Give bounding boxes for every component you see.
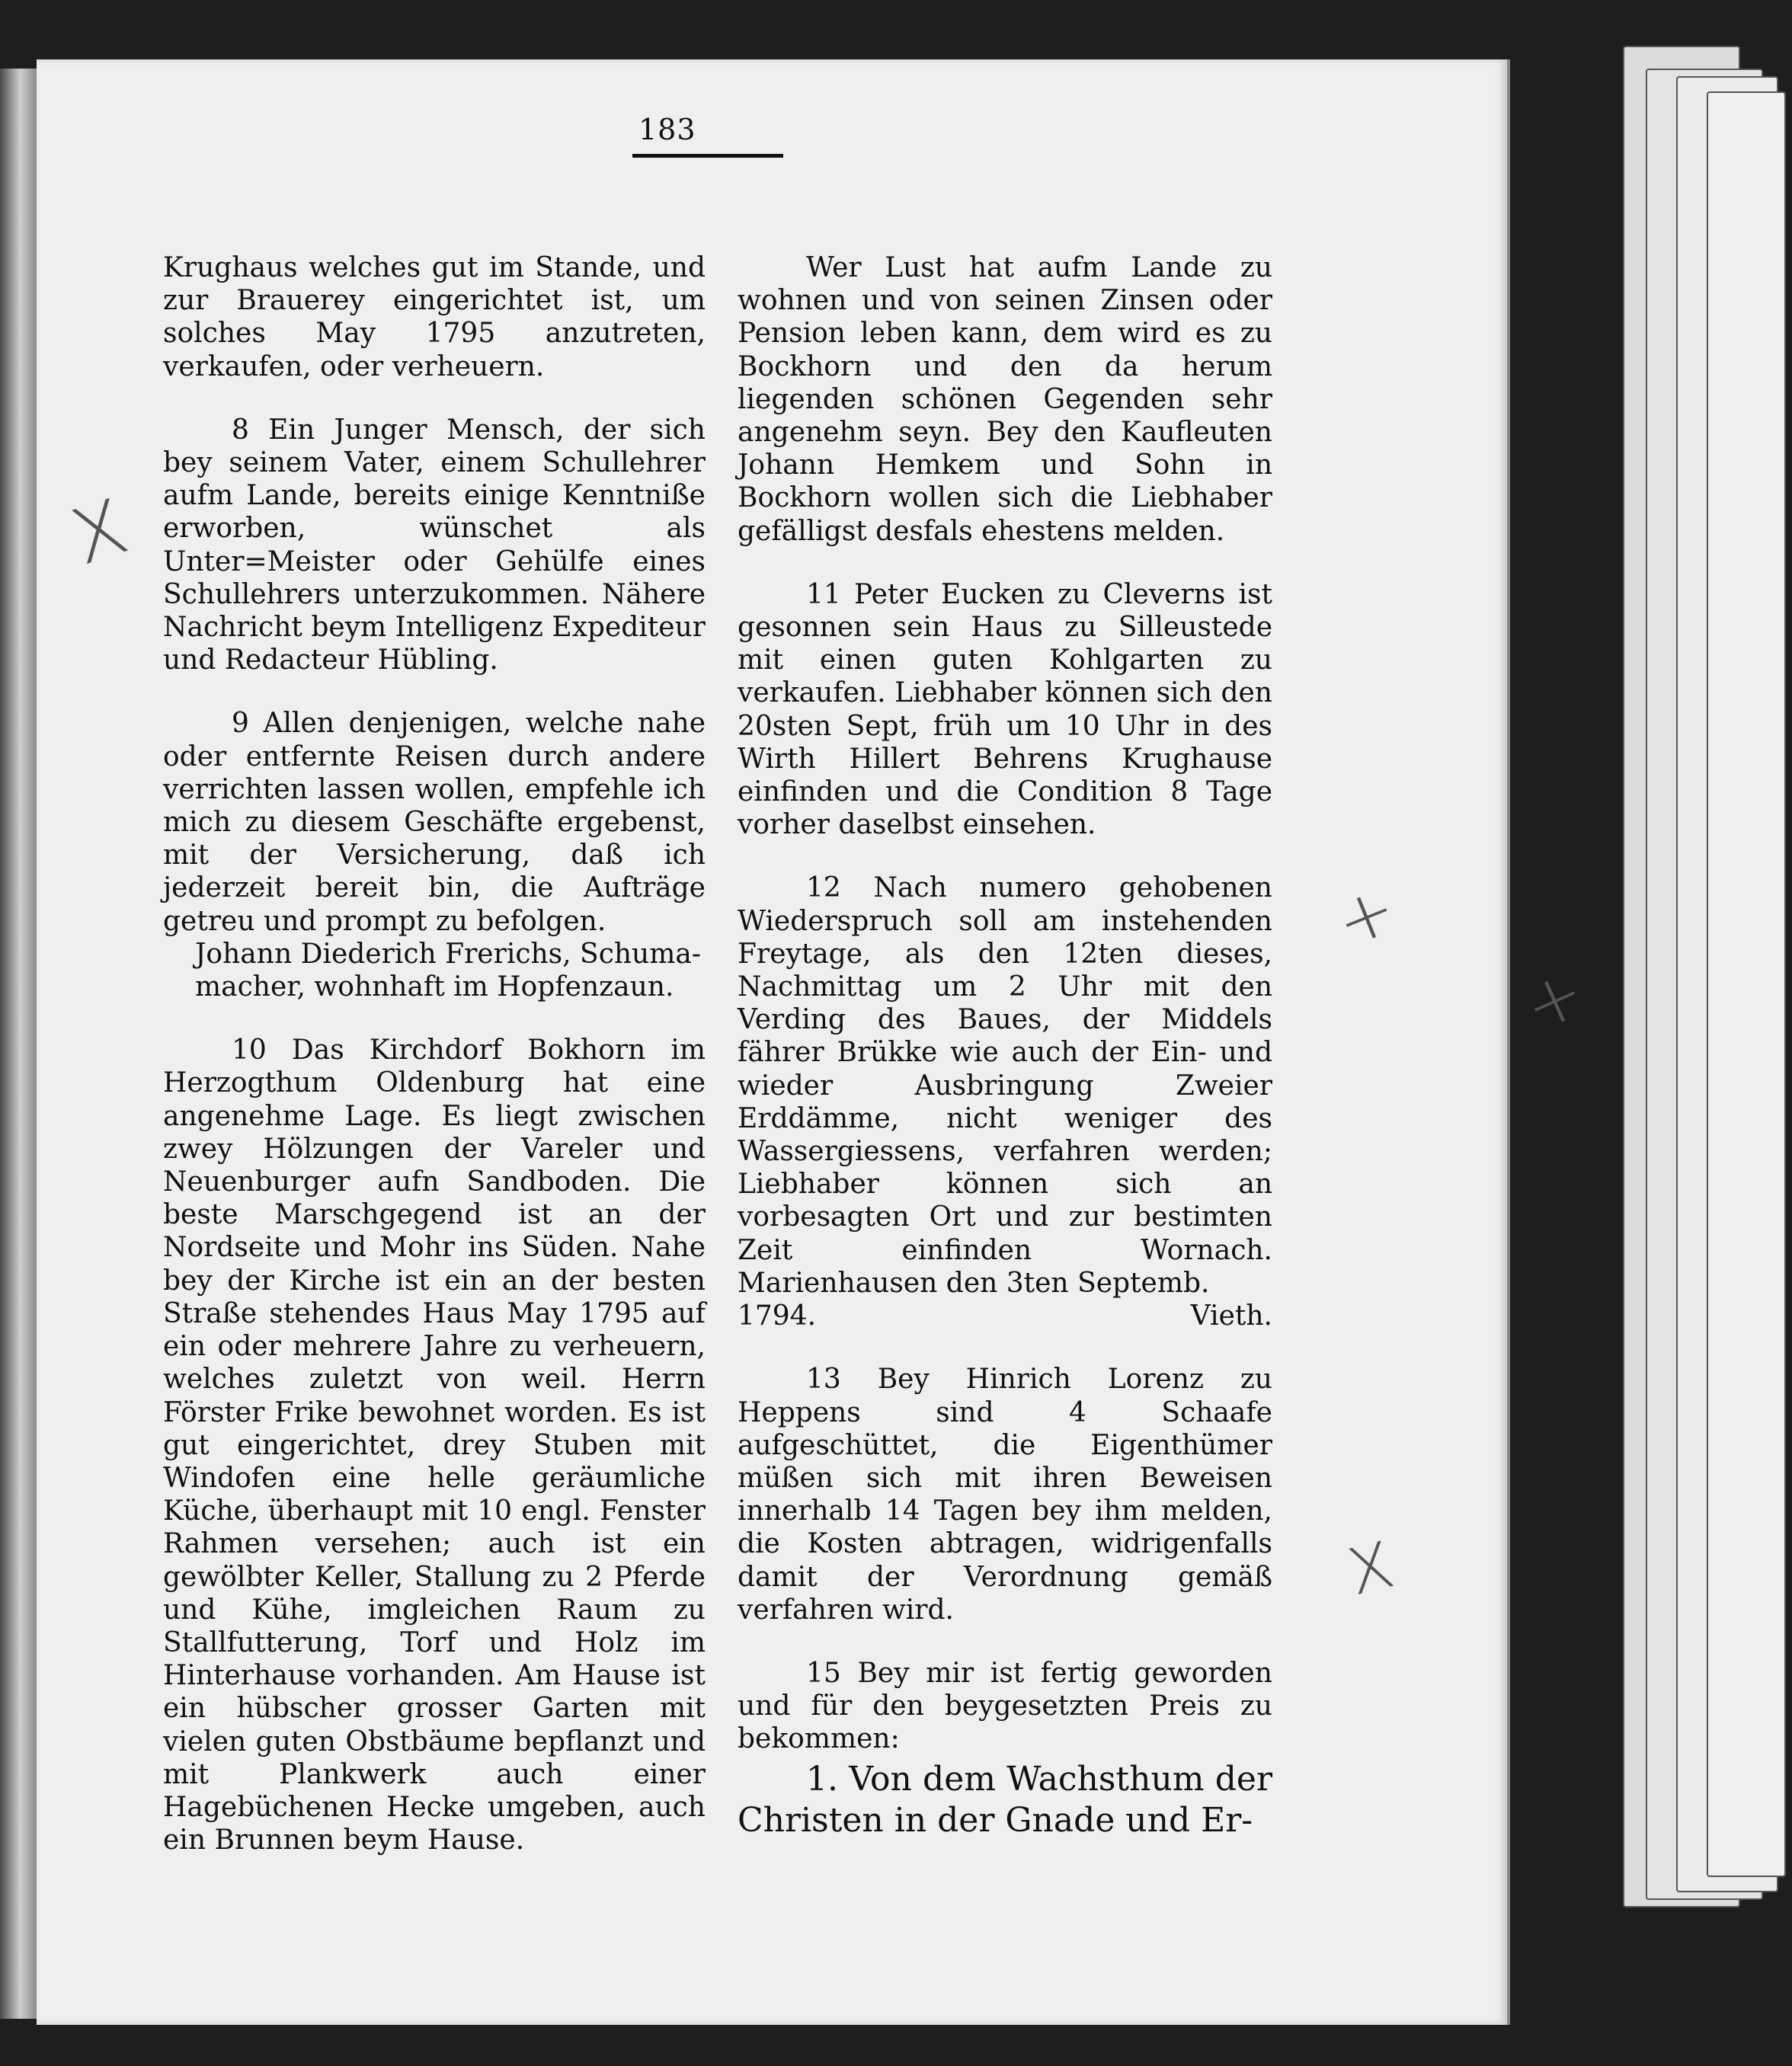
notice-10-continued: Wer Lust hat aufm Lande zu wohnen und von seinen Zinsen oder Pension leben kann, dem wird es zu Bockhorn und den da herum liegenden schönen Gegenden sehr angenehm seyn. Bey den Kaufleuten Johann Hemkem und Sohn in Bockhorn wollen sich die Liebhaber gefälligst desfals ehestens melden.: [738, 252, 1272, 547]
page-stack-edge: [1707, 91, 1786, 1877]
page-number: 183: [638, 113, 696, 146]
notice-8: 8 Ein Junger Mensch, der sich bey seinem Vater, einem Schullehrer aufm Lande, bereits einige Kenntniße erworben, wünschet als Unter=Meister oder Gehülfe eines Schullehrers unterzukommen. Nähere Nachricht beym Intelligenz Expediteur und Redacteur Hübling.: [163, 414, 706, 676]
notice-11: 11 Peter Eucken zu Cleverns ist gesonnen sein Haus zu Silleustede mit einen guten Kohlgarten zu verkaufen. Liebhaber können sich den 20sten Sept, früh um 10 Uhr in des Wirth Hillert Behrens Krughause einfinden und die Condition 8 Tage vorher daselbst einsehen.: [738, 578, 1272, 841]
notice-9-signature-line-1: Johann Diederich Frerichs, Schuma-: [195, 938, 701, 970]
pencil-mark: +: [1324, 868, 1408, 964]
pencil-mark: X: [1340, 1527, 1401, 1610]
header-rule: [632, 154, 783, 158]
notice-15-item-1: 1. Von dem Wachsthum der Christen in der Gnade und Er-: [738, 1759, 1272, 1840]
notice-12: 12 Nach numero gehobenen Wiederspruch soll am instehenden Freytage, als den 12ten dieses, Nachmittag um 2 Uhr mit den Verding des Baues, der Middels fährer Brükke wie auch der Ein- und wieder Ausbringung Zweier Erddämme, nicht weniger des Wassergiessens, verfahren werden; Liebhaber können sich an vorbesagten Ort und zur bestimten Zeit einfinden Wornach. Marienhausen den 3ten Septemb.: [738, 872, 1272, 1299]
pencil-mark: X: [60, 481, 138, 583]
notice-9: 9 Allen denjenigen, welche nahe oder entfernte Reisen durch andere verrichten lassen wollen, empfehle ich mich zu diesem Geschäfte ergebenst, mit der Versicherung, daß ich jederzeit bereit bin, die Aufträge getreu und prompt zu befolgen.: [163, 708, 706, 937]
notice-12-signature: Vieth.: [1190, 1300, 1272, 1332]
pencil-mark: +: [1511, 951, 1597, 1048]
notice-krughaus: Krughaus welches gut im Stande, und zur Brauerey eingerichtet ist, um solches May 1795 anzutreten, verkaufen, oder verheuern.: [163, 252, 706, 382]
right-column: [738, 251, 1272, 1841]
binding-spine: [0, 69, 37, 2019]
notice-15: 15 Bey mir ist fertig geworden und für den beygesetzten Preis zu bekommen:: [738, 1657, 1272, 1755]
notice-10: 10 Das Kirchdorf Bokhorn im Herzogthum Oldenburg hat eine angenehme Lage. Es liegt zwischen zwey Hölzungen der Vareler und Neuenburger aufn Sandboden. Die beste Marschgegend ist an der Nordseite und Mohr ins Süden. Nahe bey der Kirche ist ein an der besten Straße stehendes Haus May 1795 auf ein oder mehrere Jahre zu verheuern, welches zuletzt von weil. Herrn Förster Frike bewohnet worden. Es ist gut eingerichtet, drey Stuben mit Windofen eine helle geräumliche Küche, überhaupt mit 10 engl. Fenster Rahmen versehen; auch ist ein gewölbter Keller, Stallung zu 2 Pferde und Kühe, imgleichen Raum zu Stallfutterung, Torf und Holz im Hinterhause vorhanden. Am Hause ist ein hübscher grosser Garten mit vielen guten Obstbäume bepflanzt und mit Plankwerk auch einer Hagebüchenen Hecke umgeben, auch ein Brunnen beym Hause.: [163, 1035, 706, 1857]
notice-13: 13 Bey Hinrich Lorenz zu Heppens sind 4 Schaafe aufgeschüttet, die Eigenthümer müßen sich mit ihren Beweisen innerhalb 14 Tagen bey ihm melden, die Kosten abtragen, widrigenfalls damit der Verordnung gemäß verfahren wird.: [738, 1364, 1272, 1626]
left-column: [163, 251, 706, 1857]
notice-9-signature-line-2: macher, wohnhaft im Hopfenzaun.: [195, 971, 674, 1003]
notice-12-year: 1794.: [738, 1300, 817, 1332]
